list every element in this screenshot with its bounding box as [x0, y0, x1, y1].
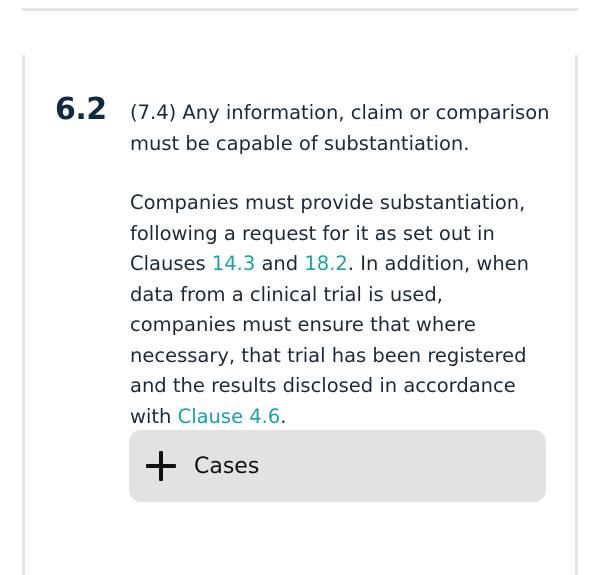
- clause-body: [130, 98, 555, 432]
- plus-icon: [146, 451, 176, 481]
- paragraph-text: and: [255, 252, 305, 275]
- top-divider: [22, 8, 578, 11]
- paragraph-text: Companies must provide substantiation, following a request for it as set out in Clauses: [130, 191, 526, 275]
- cases-label: Cases: [194, 453, 260, 479]
- clause-number: 6.2: [55, 92, 107, 127]
- clause-paragraph-1: (7.4) Any information, claim or comparison must be capable of substantiation.: [130, 101, 550, 155]
- clause-paragraph-2: [130, 188, 555, 432]
- paragraph-text: . In addition, when data from a clinical trial is used, companies must ensure that where necessary, that trial has been registered and the results disclosed in accordance with: [130, 252, 530, 428]
- clause-link-18-2[interactable]: 18.2: [304, 252, 348, 275]
- clause-link-14-3[interactable]: 14.3: [211, 252, 256, 275]
- cases-expand-button[interactable]: [129, 430, 546, 502]
- clause-link-4-6[interactable]: Clause 4.6: [177, 404, 281, 428]
- paragraph-text: .: [280, 404, 287, 428]
